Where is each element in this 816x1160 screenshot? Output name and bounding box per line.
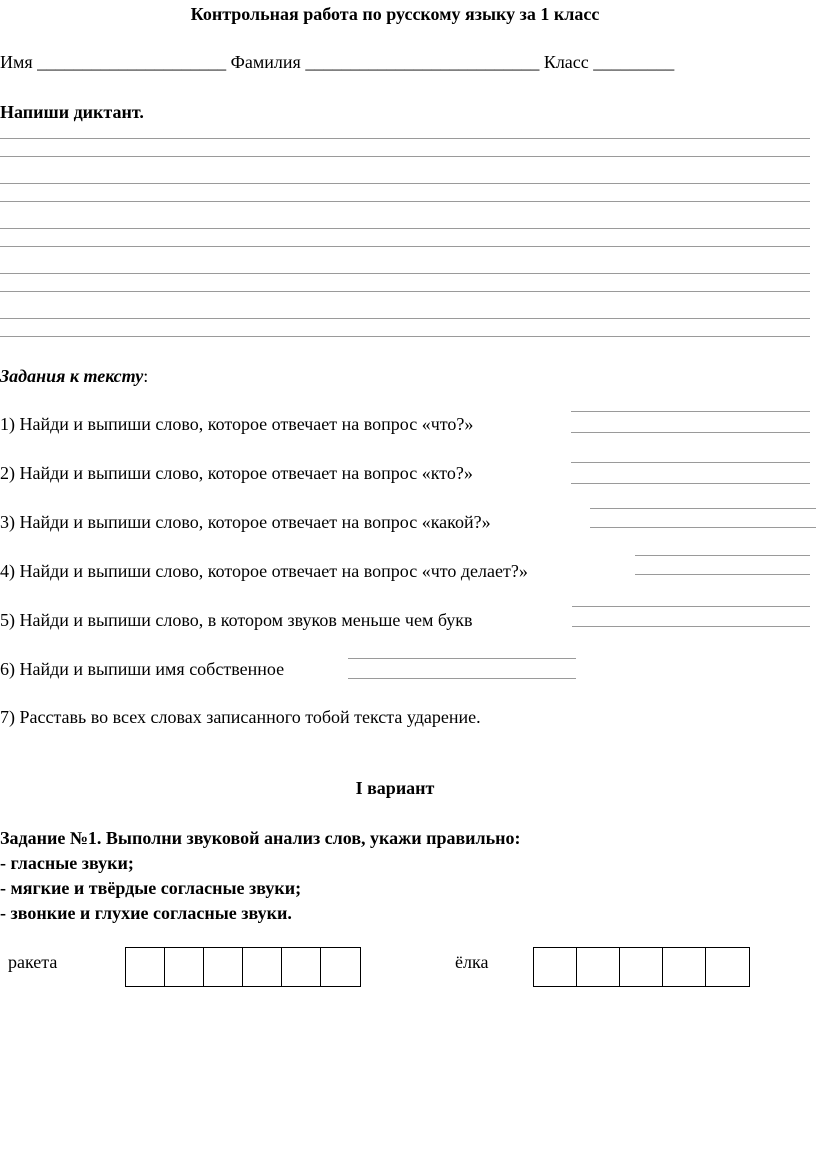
task-5: 5) Найди и выпиши слово, в котором звуков меньше чем букв [0, 610, 473, 630]
sound-cell[interactable] [321, 948, 360, 986]
answer-line-4a[interactable] [635, 555, 810, 556]
sound-cell[interactable] [165, 948, 204, 986]
dictation-heading: Напиши диктант. [0, 102, 144, 122]
word-raketa: ракета [8, 952, 58, 972]
sound-cell[interactable] [204, 948, 243, 986]
dictation-line[interactable] [0, 183, 810, 184]
dictation-line[interactable] [0, 291, 810, 292]
student-fields [0, 52, 674, 73]
task-7: 7) Расставь во всех словах записанного тобой текста ударение. [0, 707, 481, 727]
page-title: Контрольная работа по русскому языку за 1 класс [190, 4, 600, 24]
dictation-line[interactable] [0, 138, 810, 139]
answer-line-4b[interactable] [635, 574, 810, 575]
answer-line-1b[interactable] [571, 432, 810, 433]
surname-label: Фамилия [230, 52, 301, 72]
sound-cell[interactable] [706, 948, 749, 986]
sound-cell[interactable] [243, 948, 282, 986]
task-1: 1) Найди и выпиши слово, которое отвечает на вопрос «что?» [0, 414, 474, 434]
answer-line-3b[interactable] [590, 527, 816, 528]
tasks-heading-text: Задания к тексту [0, 366, 144, 386]
exercise-heading: Задание №1. Выполни звуковой анализ слов, укажи правильно: [0, 828, 521, 848]
dictation-line[interactable] [0, 156, 810, 157]
sound-cell[interactable] [577, 948, 620, 986]
sound-cells-raketa[interactable] [125, 947, 361, 987]
sound-cell[interactable] [126, 948, 165, 986]
answer-line-5a[interactable] [572, 606, 810, 607]
exercise-line-2: - мягкие и твёрдые согласные звуки; [0, 878, 302, 898]
answer-line-2b[interactable] [571, 483, 810, 484]
answer-line-5b[interactable] [572, 626, 810, 627]
dictation-line[interactable] [0, 228, 810, 229]
tasks-heading [0, 366, 148, 387]
dictation-line[interactable] [0, 273, 810, 274]
name-field[interactable]: _____________________ [37, 52, 227, 72]
answer-line-1a[interactable] [571, 411, 810, 412]
sound-cell[interactable] [663, 948, 706, 986]
answer-line-6a[interactable] [348, 658, 576, 659]
word-yolka: ёлка [455, 952, 489, 972]
class-field[interactable]: _________ [593, 52, 675, 72]
sound-cell[interactable] [282, 948, 321, 986]
task-6: 6) Найди и выпиши имя собственное [0, 659, 285, 679]
task-3: 3) Найди и выпиши слово, которое отвечает на вопрос «какой?» [0, 512, 491, 532]
answer-line-6b[interactable] [348, 678, 576, 679]
sound-cell[interactable] [620, 948, 663, 986]
sound-cell[interactable] [534, 948, 577, 986]
answer-line-3a[interactable] [590, 508, 816, 509]
surname-field[interactable]: __________________________ [305, 52, 540, 72]
exercise-line-3: - звонкие и глухие согласные звуки. [0, 903, 292, 923]
tasks-heading-colon: : [143, 366, 149, 386]
dictation-line[interactable] [0, 318, 810, 319]
exercise-line-1: - гласные звуки; [0, 853, 134, 873]
sound-cells-yolka[interactable] [533, 947, 750, 987]
task-2: 2) Найди и выпиши слово, которое отвечает на вопрос «кто?» [0, 463, 473, 483]
class-label: Класс [543, 52, 589, 72]
dictation-line[interactable] [0, 246, 810, 247]
variant-heading: I вариант [355, 778, 435, 798]
name-label: Имя [0, 52, 33, 72]
dictation-line[interactable] [0, 201, 810, 202]
task-4: 4) Найди и выпиши слово, которое отвечает на вопрос «что делает?» [0, 561, 528, 581]
answer-line-2a[interactable] [571, 462, 810, 463]
dictation-line[interactable] [0, 336, 810, 337]
